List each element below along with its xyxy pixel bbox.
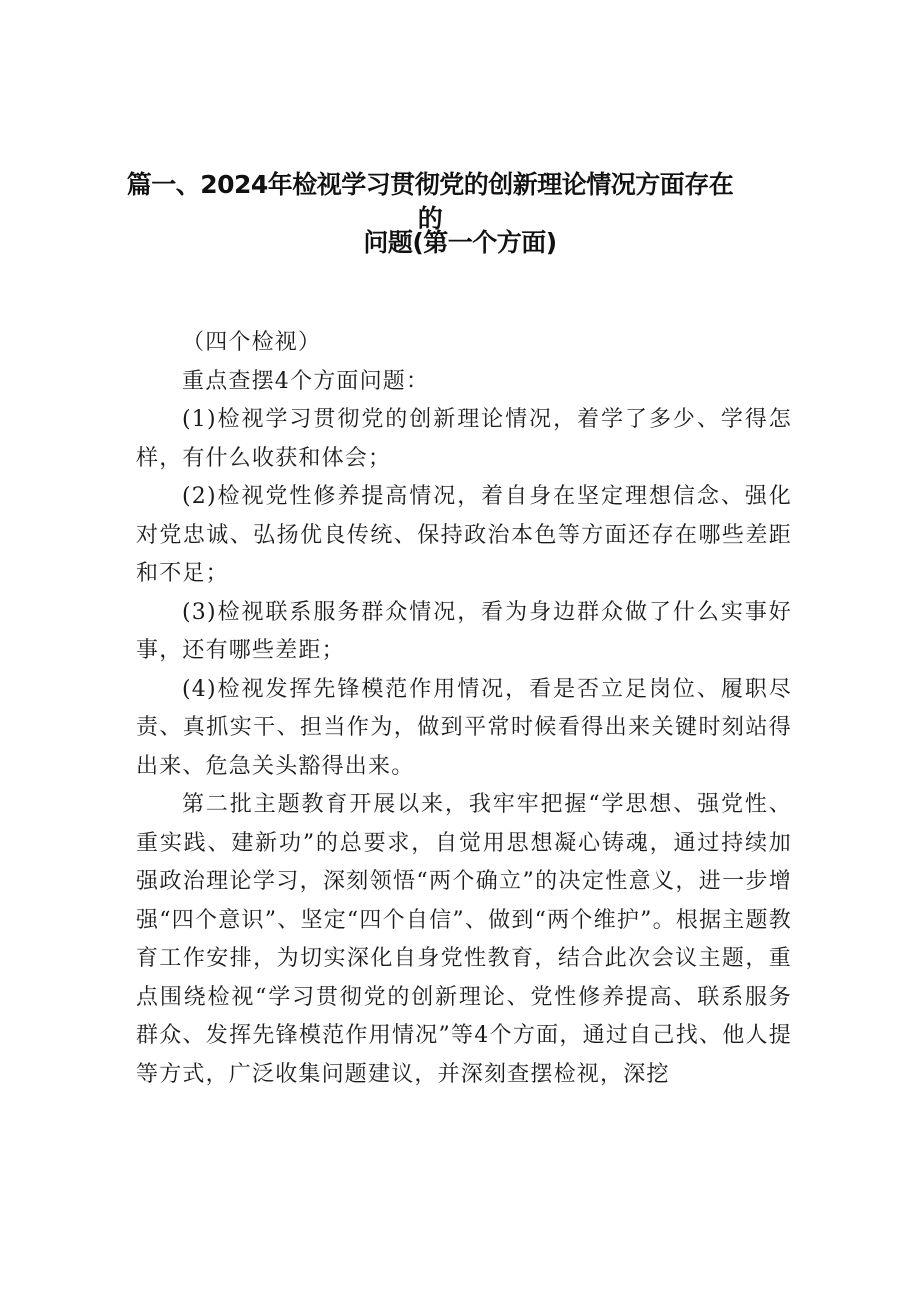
paragraph-main-body: 第二批主题教育开展以来，我牢牢把握“学思想、强党性、重实践、建新功”的总要求，自觉用思想凝心铸魂，通过持续加强政治理论学习，深刻领悟“两个确立”的决定性意义，进一步增强“四个意识”、坚定“四个自信”、做到“两个维护”。根据主题教育工作安排，为切实深化自身党性教育，结合此次会议主题，重点围绕检视“学习贯彻党的创新理论、党性修养提高、联系服务群众、发挥先锋模范作用情况”等4个方面，通过自己找、他人提等方式，广泛收集问题建议，并深刻查摆检视，深挖 — [136, 792, 792, 1087]
paragraph-item-4: (4)检视发挥先锋模范作用情况，看是否立足岗位、履职尽责、真抓实干、担当作为，做到平常时候看得出来关键时刻站得出来、危急关头豁得出来。 — [136, 676, 792, 779]
document-body — [136, 324, 792, 1094]
paragraph-key-issues-intro: 重点查摆4个方面问题： — [182, 368, 430, 394]
paragraph-four-inspections: （四个检视） — [182, 330, 322, 355]
paragraph-item-2: (2)检视党性修养提高情况，着自身在坚定理想信念、强化对党忠诚、弘扬优良传统、保持政治本色等方面还存在哪些差距和不足； — [136, 484, 792, 586]
paragraph-item-3: (3)检视联系服务群众情况，看为身边群众做了什么实事好事，还有哪些差距； — [136, 599, 792, 663]
paragraph-item-1: (1)检视学习贯彻党的创新理论情况，着学了多少、学得怎样，有什么收获和体会； — [136, 407, 792, 471]
document-title-line-2: 问题(第一个方面) — [363, 228, 557, 257]
document-title-line-1: 篇一、2024年检视学习贯彻党的创新理论情况方面存在的 — [126, 170, 734, 233]
